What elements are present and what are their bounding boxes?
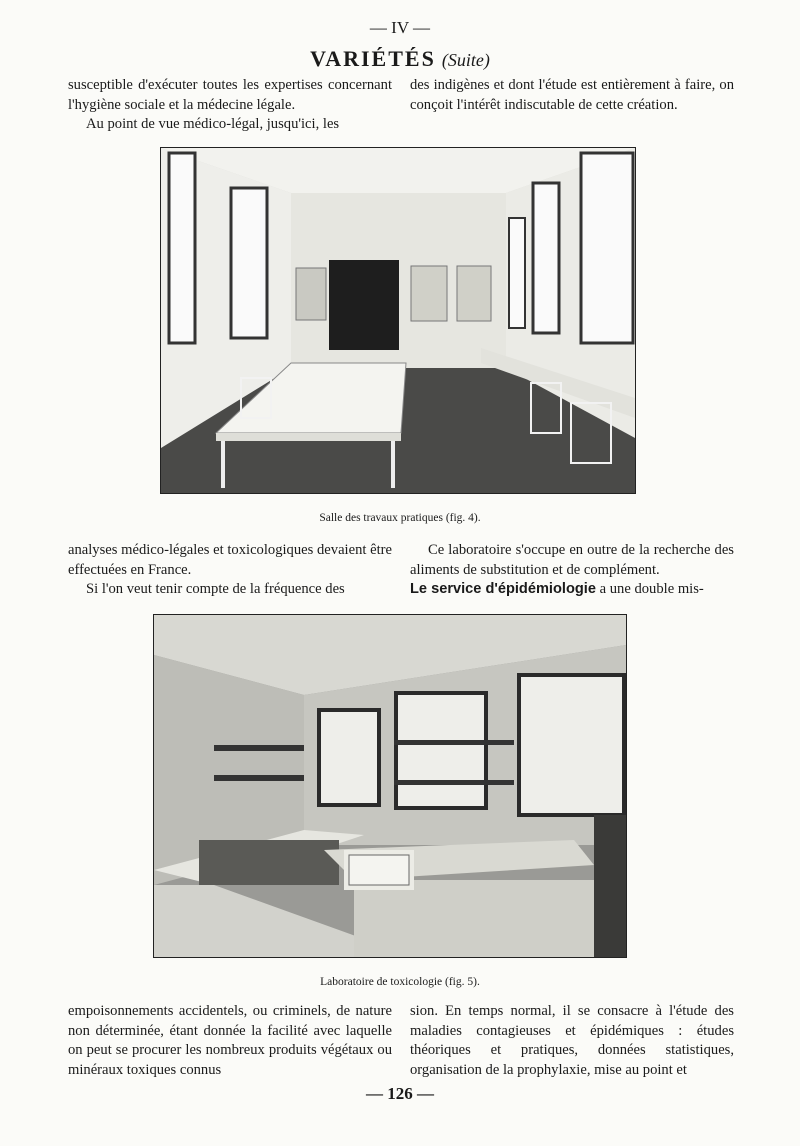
right-column-block1 bbox=[410, 76, 734, 115]
section-title bbox=[0, 46, 800, 72]
right-column-block2 bbox=[410, 541, 734, 600]
left-column-block3 bbox=[68, 1002, 392, 1080]
left-column-block1 bbox=[68, 76, 392, 135]
title-suffix: (Suite) bbox=[441, 50, 490, 70]
figure-practical-room-photo bbox=[160, 147, 636, 494]
text-run: a une double mis- bbox=[595, 581, 704, 597]
bold-heading: Le service d'épidémiologie bbox=[410, 581, 596, 597]
paragraph bbox=[410, 580, 734, 600]
figure-toxicology-lab-photo bbox=[153, 614, 627, 958]
right-column-block3 bbox=[410, 1002, 734, 1080]
paragraph: empoisonnements accidentels, ou criminels, de nature non déterminée, étant donnée la facilité avec laquelle on peut se procurer les nombreux produits végétaux ou minéraux toxiques connus bbox=[68, 1003, 392, 1078]
left-column-block2 bbox=[68, 541, 392, 600]
practical-room-illustration bbox=[161, 148, 635, 493]
toxicology-lab-illustration bbox=[154, 615, 626, 957]
paragraph: Ce laboratoire s'occupe en outre de la recherche des aliments de substitution et de complément. bbox=[410, 542, 734, 578]
figure-caption: Laboratoire de toxicologie (fig. 5). bbox=[320, 976, 480, 988]
paragraph: sion. En temps normal, il se consacre à l'étude des maladies contagieuses et épidémiques : études théoriques et pratiques, données statistiques, organisation de la prophylaxie, mise au point et bbox=[410, 1003, 734, 1078]
page-number: — 126 — bbox=[366, 1084, 434, 1103]
paragraph: analyses médico-légales et toxicologiques devaient être effectuées en France. bbox=[68, 542, 392, 578]
paragraph: des indigènes et dont l'étude est entièrement à faire, on conçoit l'intérêt indiscutable de cette création. bbox=[410, 77, 734, 113]
folio: — IV — bbox=[369, 18, 431, 37]
paragraph: Au point de vue médico-légal, jusqu'ici, les bbox=[86, 116, 340, 132]
paragraph: susceptible d'exécuter toutes les expertises concernant l'hygiène sociale et la médecine légale. bbox=[68, 77, 392, 113]
figure-caption: Salle des travaux pratiques (fig. 4). bbox=[319, 512, 481, 524]
title-text: VARIÉTÉS bbox=[310, 46, 436, 71]
paragraph: Si l'on veut tenir compte de la fréquence des bbox=[86, 581, 345, 597]
